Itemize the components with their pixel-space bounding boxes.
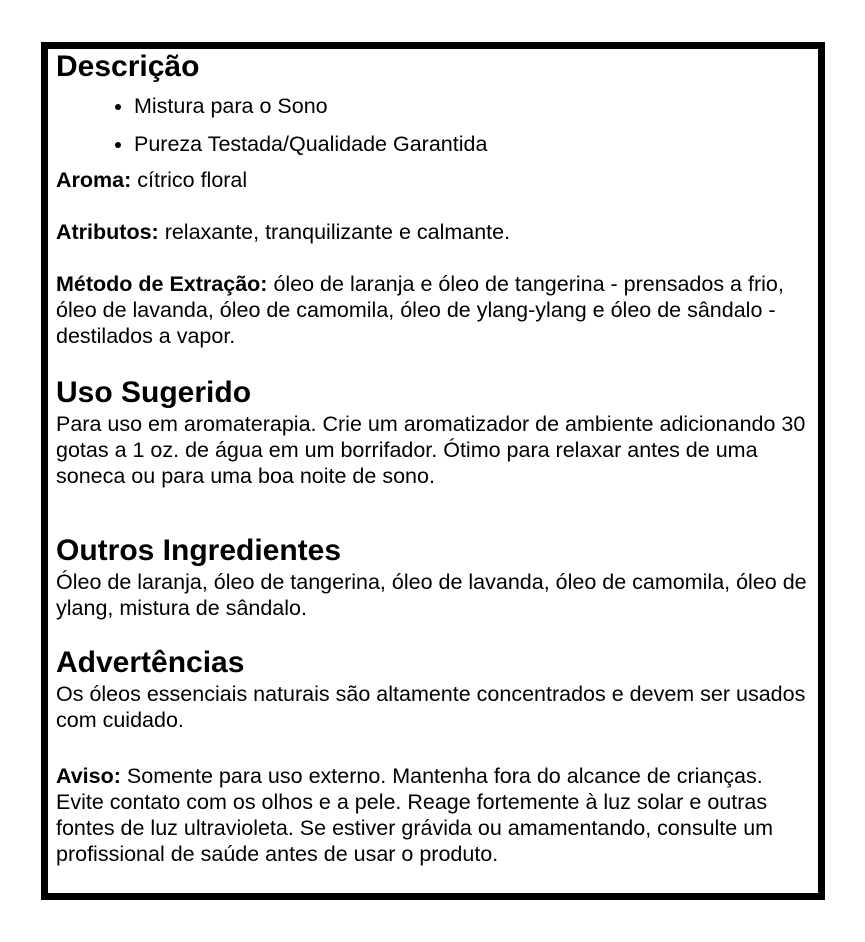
- aroma-label: Aroma:: [56, 168, 132, 192]
- notice-value: Somente para uso externo. Mantenha fora do alcance de crianças. Evite contato com os olhos e a pele. Reage fortemente à luz solar e outras fontes de luz ultravioleta. Se estiver grávida ou amamentando, consulte um profissional de saúde antes de usar o produto.: [56, 764, 774, 866]
- aroma-line: [56, 167, 808, 193]
- description-bullet-list: [56, 93, 808, 157]
- extraction-method-value: óleo de laranja e óleo de tangerina - prensados a frio, óleo de lavanda, óleo de camomila, óleo de ylang-ylang e óleo de sândalo - destilados a vapor.: [56, 272, 784, 348]
- suggested-use-body: Para uso em aromaterapia. Crie um aromatizador de ambiente adicionando 30 gotas a 1 oz. de água em um borrifador. Ótimo para relaxar antes de uma soneca ou para uma boa noite de sono.: [56, 412, 806, 488]
- extraction-method-label: Método de Extração:: [56, 272, 268, 296]
- bullet-item-purity-tested: • Pureza Testada/Qualidade Garantida: [134, 131, 808, 157]
- attributes-value: relaxante, tranquilizante e calmante.: [164, 220, 511, 244]
- attributes-label: Atributos:: [56, 220, 159, 244]
- warnings-body: Os óleos essenciais naturais são altamente concentrados e devem ser usados com cuidado.: [56, 682, 806, 732]
- other-ingredients-body: Óleo de laranja, óleo de tangerina, óleo de lavanda, óleo de camomila, óleo de ylang, mistura de sândalo.: [56, 570, 807, 620]
- product-label-box: [41, 42, 825, 900]
- description-heading: Descrição: [56, 50, 200, 83]
- notice-line: [56, 763, 808, 867]
- other-ingredients-heading: Outros Ingredientes: [56, 534, 342, 567]
- notice-label: Aviso:: [56, 764, 121, 788]
- extraction-method-line: [56, 271, 808, 349]
- warnings-heading: Advertências: [56, 646, 245, 679]
- attributes-line: [56, 219, 808, 245]
- suggested-use-heading: Uso Sugerido: [56, 376, 252, 409]
- bullet-item-sleep-blend: • Mistura para o Sono: [134, 93, 808, 119]
- aroma-value: cítrico floral: [137, 168, 248, 192]
